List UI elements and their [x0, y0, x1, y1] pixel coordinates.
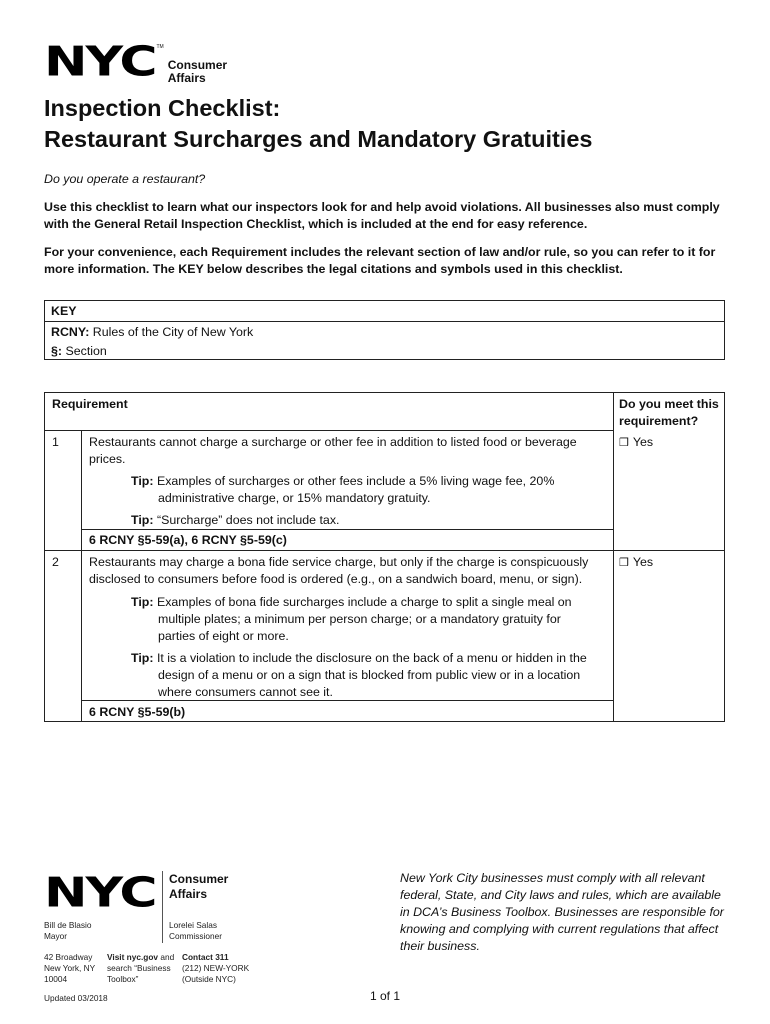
- tip: [111, 650, 601, 701]
- row-number: 1: [52, 435, 59, 449]
- page-title: [44, 93, 592, 155]
- commissioner-name: Lorelei Salas: [169, 920, 217, 930]
- mayor-name: Bill de Blasio: [44, 920, 92, 930]
- requirement-text: Restaurants cannot charge a surcharge or other fee in addition to listed food or beverage prices.: [89, 435, 577, 466]
- column-header-requirement: Requirement: [52, 397, 128, 411]
- yes-label: Yes: [632, 555, 654, 569]
- tip-label: Tip:: [131, 474, 154, 488]
- column-divider: [613, 393, 614, 721]
- title-line1: Inspection Checklist:: [44, 95, 281, 121]
- key-desc: Section: [65, 344, 107, 358]
- column-header-meet-line1: Do you meet this: [619, 397, 719, 411]
- tip: [111, 594, 591, 645]
- tip-text: Examples of bona fide surcharges include a charge to split a single meal on multiple plates; a minimum per person charge; or a mandatory gratuity for parties of eight or more.: [156, 595, 572, 643]
- commissioner-info: [169, 920, 222, 942]
- mayor-title: Mayor: [44, 931, 68, 941]
- contact-info: [182, 952, 249, 985]
- legal-disclaimer: New York City businesses must comply with all relevant federal, State, and City laws and rules, which are available in DCA’s Business Toolbox. Businesses are responsible for knowing and complying with current regulations that affect their business.: [400, 871, 724, 953]
- key-row: [45, 322, 724, 342]
- nyc-wordmark: NYC: [44, 38, 156, 86]
- intro-question: Do you operate a restaurant?: [44, 172, 206, 186]
- commissioner-title: Commissioner: [169, 931, 223, 941]
- key-row: [45, 342, 724, 361]
- requirement-text: Restaurants may charge a bona fide service charge, but only if the charge is conspicuously disclosed to consumers before food is ordered (e.g., on a sandwich board, menu, or sign).: [89, 555, 589, 586]
- key-term: RCNY:: [51, 325, 90, 339]
- visit-line1: [107, 952, 174, 963]
- visit-line2: search “Business: [107, 963, 171, 973]
- tip: [111, 512, 591, 529]
- intro-paragraph-2: For your convenience, each Requirement includes the relevant section of law and/or rule, so you can refer to it for more information. The KEY below describes the legal citations and symbols used in this checklist.: [44, 245, 716, 276]
- nyc-logo: [44, 38, 228, 94]
- checkbox-icon: ❒: [619, 557, 629, 569]
- dept-name: [168, 59, 227, 85]
- visit-link[interactable]: Visit nyc.gov: [107, 952, 159, 962]
- row-divider: [45, 550, 724, 551]
- updated-date: Updated 03/2018: [44, 993, 108, 1003]
- tip-text: Examples of surcharges or other fees include a 5% living wage fee, 20% administrative charge, or 15% mandatory gratuity.: [156, 474, 555, 505]
- footer-dept-name: [169, 872, 228, 902]
- yes-checkbox[interactable]: [619, 554, 653, 572]
- checkbox-icon: ❒: [619, 437, 629, 449]
- trademark-mark: TM: [156, 44, 164, 50]
- tip-text: It is a violation to include the disclosure on the back of a menu or hidden in the design of a menu or on a sign that is blocked from public view or in a location where consumers cannot see it.: [156, 651, 587, 699]
- address-line: New York, NY: [44, 963, 96, 973]
- visit-rest: and: [158, 952, 175, 962]
- header-divider: [45, 430, 613, 431]
- contact-phone: (212) NEW-YORK: [182, 963, 250, 973]
- visit-line3: Toolbox”: [107, 974, 139, 984]
- key-term: §:: [51, 344, 63, 358]
- tip-label: Tip:: [131, 513, 154, 527]
- footer-divider: [162, 871, 163, 943]
- column-header-meet-line2: requirement?: [619, 414, 699, 428]
- column-header-meet: [619, 396, 719, 430]
- mayor-info: [44, 920, 92, 942]
- contact-note: (Outside NYC): [182, 974, 236, 984]
- address-line: 10004: [44, 974, 68, 984]
- dept-name-line2: Affairs: [167, 70, 206, 85]
- citation: 6 RCNY §5-59(a), 6 RCNY §5-59(c): [89, 533, 287, 547]
- yes-checkbox[interactable]: [619, 434, 653, 452]
- key-box: [44, 300, 725, 360]
- key-heading: KEY: [45, 301, 724, 322]
- dept-name-line1: Consumer: [167, 58, 228, 72]
- page-number: 1 of 1: [370, 989, 401, 1003]
- number-column-divider: [81, 430, 82, 721]
- tip-text: “Surcharge” does not include tax.: [156, 513, 340, 527]
- address-line: 42 Broadway: [44, 952, 93, 962]
- requirements-table: [44, 392, 725, 722]
- contact-heading: Contact 311: [182, 952, 229, 962]
- footer-dept-line1: Consumer: [169, 872, 229, 886]
- address: [44, 952, 95, 985]
- tip: [111, 473, 591, 507]
- key-desc: Rules of the City of New York: [92, 325, 254, 339]
- nyc-wordmark: NYC: [44, 869, 156, 917]
- tip-label: Tip:: [131, 651, 154, 665]
- citation: 6 RCNY §5-59(b): [89, 705, 186, 719]
- row-number: 2: [52, 555, 59, 569]
- visit-info: [107, 952, 174, 985]
- tip-label: Tip:: [131, 595, 154, 609]
- footer-nyc-logo: [44, 869, 156, 925]
- title-line2: Restaurant Surcharges and Mandatory Gratuities: [44, 126, 593, 152]
- intro-paragraph-1: Use this checklist to learn what our inspectors look for and help avoid violations. All businesses also must comply with the General Retail Inspection Checklist, which is included at the end for easy reference.: [44, 200, 720, 231]
- yes-label: Yes: [632, 435, 654, 449]
- footer-dept-line2: Affairs: [169, 887, 208, 901]
- citation-divider: [81, 529, 613, 530]
